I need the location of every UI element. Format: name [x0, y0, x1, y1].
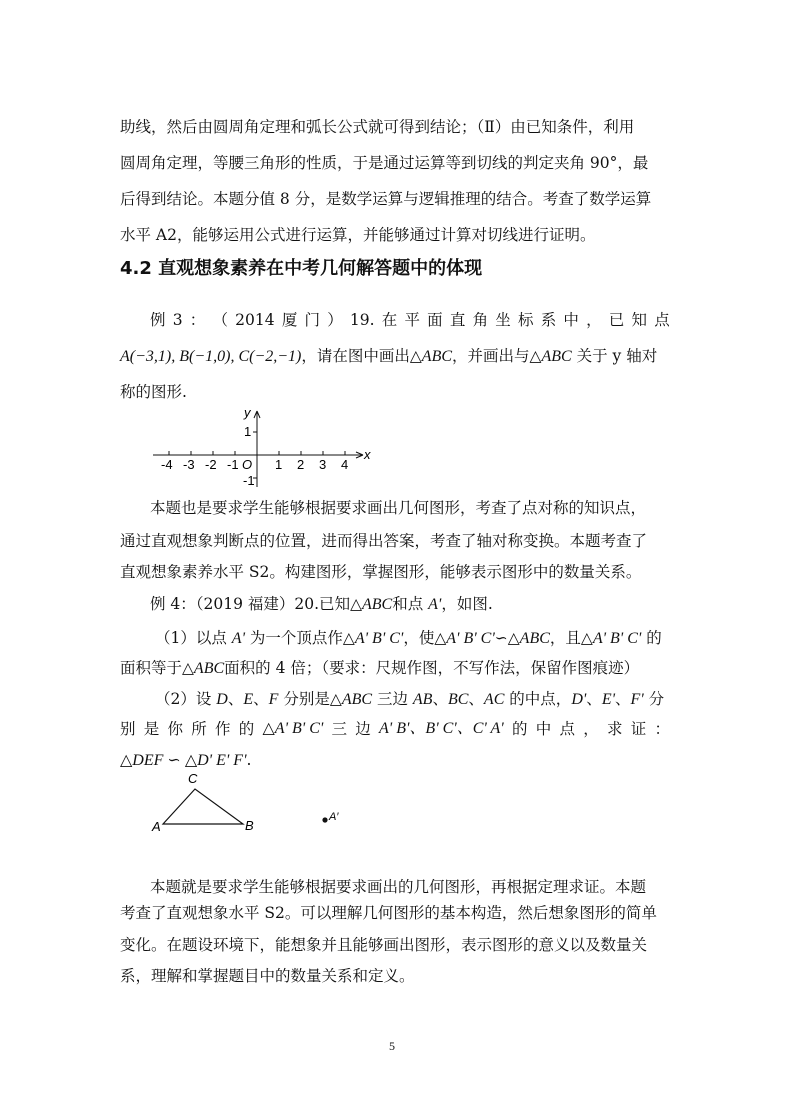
word: 例	[150, 311, 166, 329]
text-fragment: 关于 y 轴对	[571, 347, 658, 365]
math-expression: ABC	[519, 630, 550, 647]
word: 系	[540, 311, 557, 329]
example4-question1-line2	[120, 658, 639, 679]
body-text-line: 水平 A2，能够运用公式进行运算，并能够通过计算对切线进行证明。	[120, 226, 596, 244]
text-fragment: ，请在图中画出△	[301, 347, 422, 365]
word: 19.	[349, 311, 375, 329]
math-expression: F'	[630, 691, 644, 708]
math-expression: AC	[483, 691, 505, 708]
word: 中	[563, 311, 579, 329]
text-fragment: ，且△	[549, 629, 593, 647]
word: 知	[631, 311, 648, 329]
text-fragment: 、	[227, 690, 244, 708]
body-text-line: 变化。在题设环境下，能想象并且能够画出图形，表示图形的意义以及数量关	[120, 936, 648, 954]
word: 2014	[235, 311, 275, 329]
text-fragment: 、	[468, 690, 484, 708]
word: △A' B' C'	[262, 720, 324, 737]
text-fragment: 分	[643, 690, 665, 708]
math-expression: A' B' C'	[592, 630, 642, 647]
vertex-label-c: C	[188, 771, 198, 786]
example4-question2-line3	[120, 750, 251, 771]
word: 点	[559, 720, 575, 738]
x-tick-label: -1	[227, 457, 239, 472]
text-fragment: 三边	[372, 690, 413, 708]
word: 坐	[495, 311, 511, 329]
math-expression: ABC	[193, 660, 225, 677]
text-fragment: 面积等于△	[120, 659, 194, 677]
text-fragment: 分别是△	[278, 690, 342, 708]
x-tick-label: -4	[161, 457, 173, 472]
word: 角	[472, 311, 489, 329]
example3-line2	[120, 346, 657, 367]
word: 点	[654, 311, 670, 329]
word: ）	[327, 311, 343, 329]
text-fragment: 的中点，	[504, 690, 572, 708]
y-tick-label: -1	[243, 473, 255, 488]
math-expression: ABC	[541, 348, 572, 365]
example4-question2-line2	[120, 719, 670, 739]
point-label-a-prime: A′	[329, 811, 339, 823]
body-text-line: 本题也是要求学生能够根据要求画出几何图形，考查了点对称的知识点，	[150, 499, 647, 517]
body-text-line: 圆周角定理，等腰三角形的性质，于是通过运算等到切线的判定夹角 90°，最	[120, 154, 649, 172]
word: 平	[404, 311, 420, 329]
word: ：	[189, 311, 206, 329]
x-tick-label: 2	[297, 457, 305, 472]
page-number: 5	[389, 1039, 395, 1053]
word: 门	[304, 311, 321, 329]
text-fragment: 和点	[392, 595, 429, 613]
vertex-label-b: B	[245, 818, 254, 833]
text-fragment: 、	[615, 690, 631, 708]
word: 三	[331, 720, 348, 738]
word: 面	[427, 311, 443, 329]
point-a-prime	[322, 817, 327, 822]
word: ，	[583, 720, 599, 738]
math-expression: A'	[428, 596, 442, 613]
example4-question1	[155, 628, 662, 649]
word: 的	[511, 720, 528, 738]
math-expression: BC	[447, 691, 469, 708]
math-expression: ABC	[421, 348, 453, 365]
word: 直	[449, 311, 466, 329]
x-axis-label: x	[364, 447, 371, 462]
body-text-line: 本题就是要求学生能够根据要求画出的几何图形，再根据定理求证。本题	[150, 878, 647, 896]
x-tick-label: 1	[275, 457, 283, 472]
word: 3	[172, 311, 183, 329]
word: 厦	[281, 311, 298, 329]
example4-question2	[155, 689, 664, 710]
text-fragment: ，如图.	[441, 595, 493, 613]
text-fragment: （1）以点	[155, 629, 232, 647]
text-fragment: ∽△	[494, 629, 520, 647]
example3-line1	[150, 310, 670, 330]
text-fragment: 、	[253, 690, 269, 708]
word: 中	[535, 720, 552, 738]
word: 的	[238, 720, 255, 738]
body-text-line: 通过直观想象判断点的位置，进而得出答案，考查了轴对称变换。本题考查了	[120, 532, 648, 550]
y-axis-label: y	[244, 405, 251, 420]
word: 标	[517, 311, 534, 329]
text-fragment: 面积的 4 倍；（要求：尺规作图，不写作法，保留作图痕迹）	[224, 659, 640, 677]
word: 作	[215, 720, 231, 738]
math-expression: A'	[231, 630, 245, 647]
math-expression: A' B' C'	[354, 630, 404, 647]
triangle-figure	[145, 770, 365, 840]
y-tick-label: 1	[244, 424, 252, 439]
word: 所	[191, 720, 207, 738]
math-expression: E'	[601, 691, 616, 708]
word: 边	[355, 720, 371, 738]
section-heading: 4.2 直观想象素养在中考几何解答题中的体现	[120, 258, 483, 279]
math-expression: ABC	[361, 596, 393, 613]
math-expression: E	[243, 691, 254, 708]
word: 在	[381, 311, 398, 329]
word: 你	[167, 720, 184, 738]
body-text-line: 直观想象素养水平 S2。构建图形，掌握图形，能够表示图形中的数量关系。	[120, 563, 642, 581]
math-expression: D'	[571, 691, 587, 708]
coordinate-axes-figure	[145, 405, 375, 490]
word: 别	[120, 720, 136, 738]
x-tick-label: -2	[205, 457, 217, 472]
word: 证	[630, 720, 647, 738]
triangle-abc	[163, 789, 243, 824]
text-fragment: （2）设	[155, 690, 217, 708]
word: 求	[606, 720, 623, 738]
text-fragment: 、	[586, 690, 602, 708]
text-fragment: 为一个顶点作△	[245, 629, 355, 647]
word: 是	[143, 720, 160, 738]
text-fragment: ，并画出与△	[452, 347, 542, 365]
text-fragment: .	[246, 751, 252, 769]
text-fragment: ，使△	[403, 629, 447, 647]
x-tick-label: 3	[319, 457, 327, 472]
vertex-label-a: A	[152, 819, 161, 834]
x-tick-label: -3	[183, 457, 195, 472]
word: ，	[586, 311, 602, 329]
math-expression: ABC	[341, 691, 373, 708]
body-text-line: 后得到结论。本题分值 8 分，是数学运算与逻辑推理的结合。考查了数学运算	[120, 190, 652, 208]
word: ：	[654, 720, 670, 738]
math-expression: F	[268, 691, 279, 708]
math-expression: AB	[412, 691, 433, 708]
example3-line3: 称的图形.	[120, 383, 187, 401]
math-expression: A' B' C'	[446, 630, 495, 647]
example4-intro	[150, 594, 493, 615]
text-fragment: 、	[432, 690, 448, 708]
text-fragment: 的	[641, 629, 662, 647]
word: 已	[608, 311, 625, 329]
word: A' B'、B' C'、C' A'	[379, 720, 504, 737]
x-tick-label: 4	[341, 457, 349, 472]
origin-label: O	[242, 457, 253, 472]
math-expression: D	[216, 691, 228, 708]
body-text-line: 考查了直观想象水平 S2。可以理解几何图形的基本构造，然后想象图形的简单	[120, 904, 657, 922]
math-expression: △DEF ∽ △D' E' F'	[120, 752, 247, 769]
body-text-line: 助线，然后由圆周角定理和弧长公式就可得到结论；（Ⅱ）由已知条件，利用	[120, 118, 635, 136]
text-fragment: 例 4：（2019 福建）20.已知△	[150, 595, 362, 613]
body-text-line: 系，理解和掌握题目中的数量关系和定义。	[120, 967, 415, 985]
word: （	[212, 311, 228, 329]
math-expression: A(−3,1), B(−1,0), C(−2,−1)	[120, 348, 302, 365]
